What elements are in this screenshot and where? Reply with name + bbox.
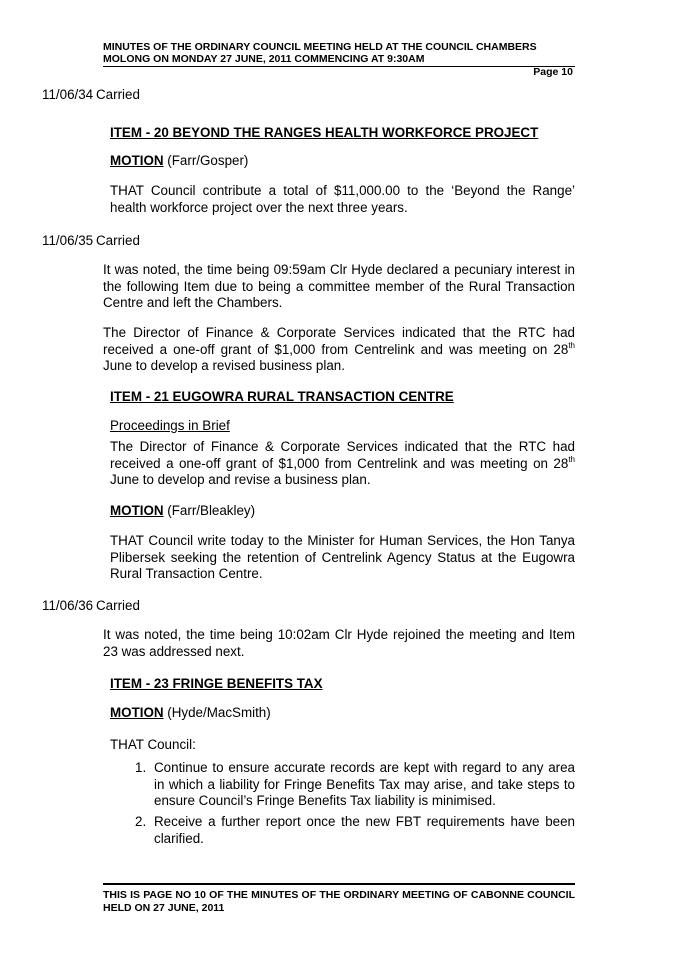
motion-movers: (Hyde/MacSmith) bbox=[163, 705, 271, 720]
motion-movers: (Farr/Bleakley) bbox=[163, 503, 256, 518]
note-pecuniary-interest: It was noted, the time being 09:59am Clr Hyde declared a pecuniary interest in the following Item due to being a committee member of the Rural Transaction Centre and left the Chambers. bbox=[103, 262, 575, 310]
resolution-number: 11/06/34 bbox=[42, 87, 94, 102]
note-sup: th bbox=[568, 340, 575, 350]
page-number: Page 10 bbox=[533, 66, 573, 78]
note-text: The Director of Finance & Corporate Services indicated that the RTC had received a one-off grant of $1,000 from Centrelink and was meeting on 28 bbox=[103, 325, 575, 357]
list-item-number: 2. bbox=[135, 814, 147, 829]
item-23-intro: THAT Council: bbox=[110, 737, 196, 752]
note-text-end: June to develop a revised business plan. bbox=[103, 358, 345, 373]
motion-label: MOTION bbox=[110, 503, 164, 518]
brief-sup: th bbox=[568, 454, 575, 464]
item-21-motion-text: THAT Council write today to the Minister for Human Services, the Hon Tanya Plibersek seeking the retention of Centrelink Agency Status at the Eugowra Rural Transaction Centre. bbox=[110, 533, 575, 581]
item-23-heading: ITEM - 23 FRINGE BENEFITS TAX bbox=[110, 676, 323, 691]
note-rtc-grant bbox=[103, 325, 575, 375]
proceedings-in-brief: Proceedings in Brief bbox=[110, 418, 230, 433]
resolution-number: 11/06/36 bbox=[42, 598, 94, 613]
header-line-2: MOLONG ON MONDAY 27 JUNE, 2011 COMMENCING AT 9:30AM bbox=[103, 53, 425, 65]
list-item-text: Continue to ensure accurate records are kept with regard to any area in which a liability for Fringe Benefits Tax may arise, and take steps to ensure Council’s Fringe Benefits Tax liability is minimised. bbox=[154, 760, 575, 808]
motion-label: MOTION bbox=[110, 153, 164, 168]
brief-text: The Director of Finance & Corporate Services indicated that the RTC had received a one-off grant of $1,000 from Centrelink and was meeting on 28 bbox=[110, 439, 575, 471]
page-header bbox=[103, 41, 575, 67]
page-footer: THIS IS PAGE NO 10 OF THE MINUTES OF THE ORDINARY MEETING OF CABONNE COUNCIL HELD ON 27 JUNE, 2011 bbox=[103, 883, 575, 914]
item-21-motion bbox=[110, 503, 575, 520]
resolution-status: Carried bbox=[96, 598, 140, 613]
item-20-motion bbox=[110, 153, 575, 170]
item-23-motion bbox=[110, 705, 575, 722]
note-hyde-rejoined: It was noted, the time being 10:02am Clr Hyde rejoined the meeting and Item 23 was addressed next. bbox=[103, 627, 575, 659]
list-item-text: Receive a further report once the new FBT requirements have been clarified. bbox=[154, 814, 575, 846]
brief-text-end: June to develop and revise a business plan. bbox=[110, 472, 371, 487]
item-21-heading: ITEM - 21 EUGOWRA RURAL TRANSACTION CENTRE bbox=[110, 389, 454, 404]
item-21-brief bbox=[110, 439, 575, 489]
item-20-heading: ITEM - 20 BEYOND THE RANGES HEALTH WORKFORCE PROJECT bbox=[110, 125, 539, 140]
list-item-number: 1. bbox=[135, 760, 147, 775]
item-20-motion-text: THAT Council contribute a total of $11,000.00 to the ‘Beyond the Range’ health workforce project over the next three years. bbox=[110, 183, 575, 215]
header-line-1: MINUTES OF THE ORDINARY COUNCIL MEETING HELD AT THE COUNCIL CHAMBERS bbox=[103, 41, 537, 53]
motion-movers: (Farr/Gosper) bbox=[163, 153, 249, 168]
resolution-status: Carried bbox=[96, 87, 140, 102]
motion-label: MOTION bbox=[110, 705, 164, 720]
resolution-number: 11/06/35 bbox=[42, 233, 94, 248]
resolution-status: Carried bbox=[96, 233, 140, 248]
